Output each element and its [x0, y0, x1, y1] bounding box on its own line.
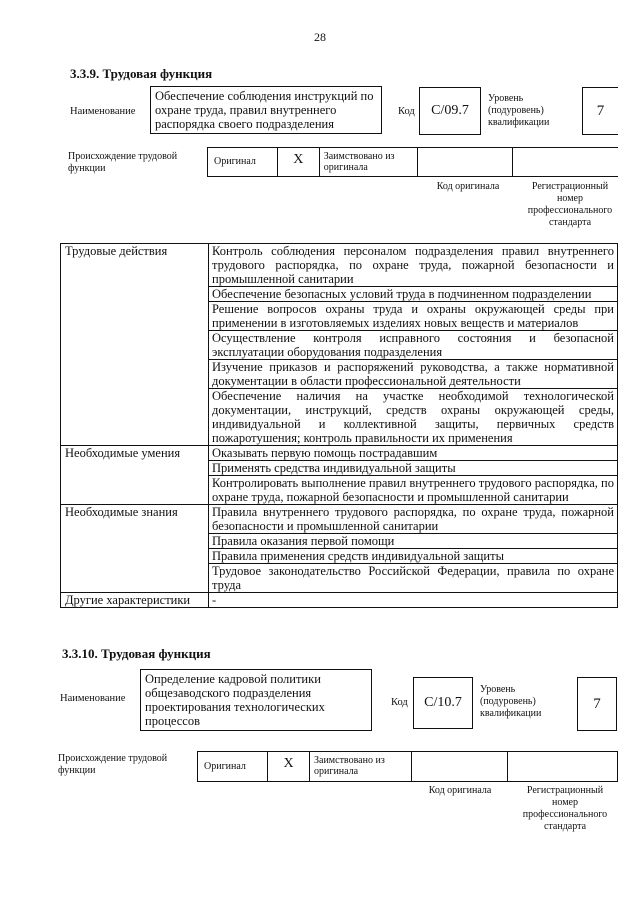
level-label: Уровень (подуровень) квалификации: [488, 93, 550, 128]
reg-number-cell: [508, 752, 617, 781]
reg-number-label: Регистрационный номер профессионального стандарта: [527, 181, 613, 228]
code-original-label: Код оригинала: [428, 785, 492, 796]
code-value-box: C/09.7: [419, 87, 481, 135]
other-label: Другие характеристики: [61, 593, 209, 608]
labor-actions-label: Трудовые действия: [61, 244, 209, 446]
knowledge-item: Трудовое законодательство Российской Федерации, правила по охране труда: [209, 564, 618, 593]
code-label: Код: [391, 697, 408, 708]
code-original-cell: [412, 752, 508, 781]
knowledge-item: Правила применения средств индивидуальной защиты: [209, 549, 618, 564]
original-mark: X: [268, 752, 310, 781]
code-value-box: C/10.7: [413, 677, 473, 729]
labor-action-item: Обеспечение безопасных условий труда в подчиненном подразделении: [209, 287, 618, 302]
other-value: -: [209, 593, 618, 608]
code-original-cell: [418, 148, 514, 176]
function-name-box: Определение кадровой политики общезаводского подразделения проектирования технологических процессов: [140, 669, 372, 731]
reg-number-label: Регистрационный номер профессионального стандарта: [522, 785, 608, 832]
level-value-box: 7: [582, 87, 618, 135]
skill-item: Контролировать выполнение правил внутреннего трудового распорядка, по охране труда, пожарной безопасности и промышленной санитарии: [209, 476, 618, 505]
origin-label: Происхождение трудовой функции: [68, 151, 178, 174]
section-title: 3.3.10. Трудовая функция: [62, 646, 211, 661]
skill-item: Применять средства индивидуальной защиты: [209, 461, 618, 476]
function-details-table: [60, 243, 618, 608]
origin-row: [207, 147, 618, 177]
page-number: 28: [314, 30, 326, 44]
reg-number-cell: [513, 148, 618, 176]
name-label: Наименование: [60, 693, 126, 704]
labor-action-item: Контроль соблюдения персоналом подразделения правил внутреннего трудового распорядка, по охране труда, пожарной безопасности и промышленной санитарии: [209, 244, 618, 287]
level-label: Уровень (подуровень) квалификации: [480, 684, 542, 719]
skills-label: Необходимые умения: [61, 446, 209, 505]
labor-action-item: Осуществление контроля исправного состояния и безопасной эксплуатации оборудования подразделения: [209, 331, 618, 360]
knowledge-item: Правила оказания первой помощи: [209, 534, 618, 549]
borrowed-label: Заимствовано из оригинала: [310, 752, 412, 781]
knowledge-item: Правила внутреннего трудового распорядка, по охране труда, пожарной безопасности и промышленной санитарии: [209, 505, 618, 534]
section-title: 3.3.9. Трудовая функция: [70, 66, 213, 81]
original-label: Оригинал: [208, 148, 278, 176]
original-label: Оригинал: [198, 752, 268, 781]
original-mark: X: [278, 148, 320, 176]
knowledge-label: Необходимые знания: [61, 505, 209, 593]
origin-label: Происхождение трудовой функции: [58, 753, 168, 776]
labor-action-item: Изучение приказов и распоряжений руководства, а также нормативной документации в области профессиональной деятельности: [209, 360, 618, 389]
function-name-box: Обеспечение соблюдения инструкций по охране труда, правил внутреннего распорядка своего подразделения: [150, 86, 382, 134]
borrowed-label: Заимствовано из оригинала: [320, 148, 418, 176]
level-value-box: 7: [577, 677, 617, 731]
name-label: Наименование: [70, 106, 136, 117]
labor-action-item: Решение вопросов охраны труда и охраны окружающей среды при применении в изготовляемых изделиях новых веществ и материалов: [209, 302, 618, 331]
labor-action-item: Обеспечение наличия на участке необходимой технологической документации, инструкций, средств охраны окружающей среды, индивидуальной и коллективной защиты, первичных средств пожаротушения; контроль правильности их применения: [209, 389, 618, 446]
code-label: Код: [398, 106, 415, 117]
code-original-label: Код оригинала: [436, 181, 500, 192]
origin-row: [197, 751, 618, 782]
skill-item: Оказывать первую помощь пострадавшим: [209, 446, 618, 461]
